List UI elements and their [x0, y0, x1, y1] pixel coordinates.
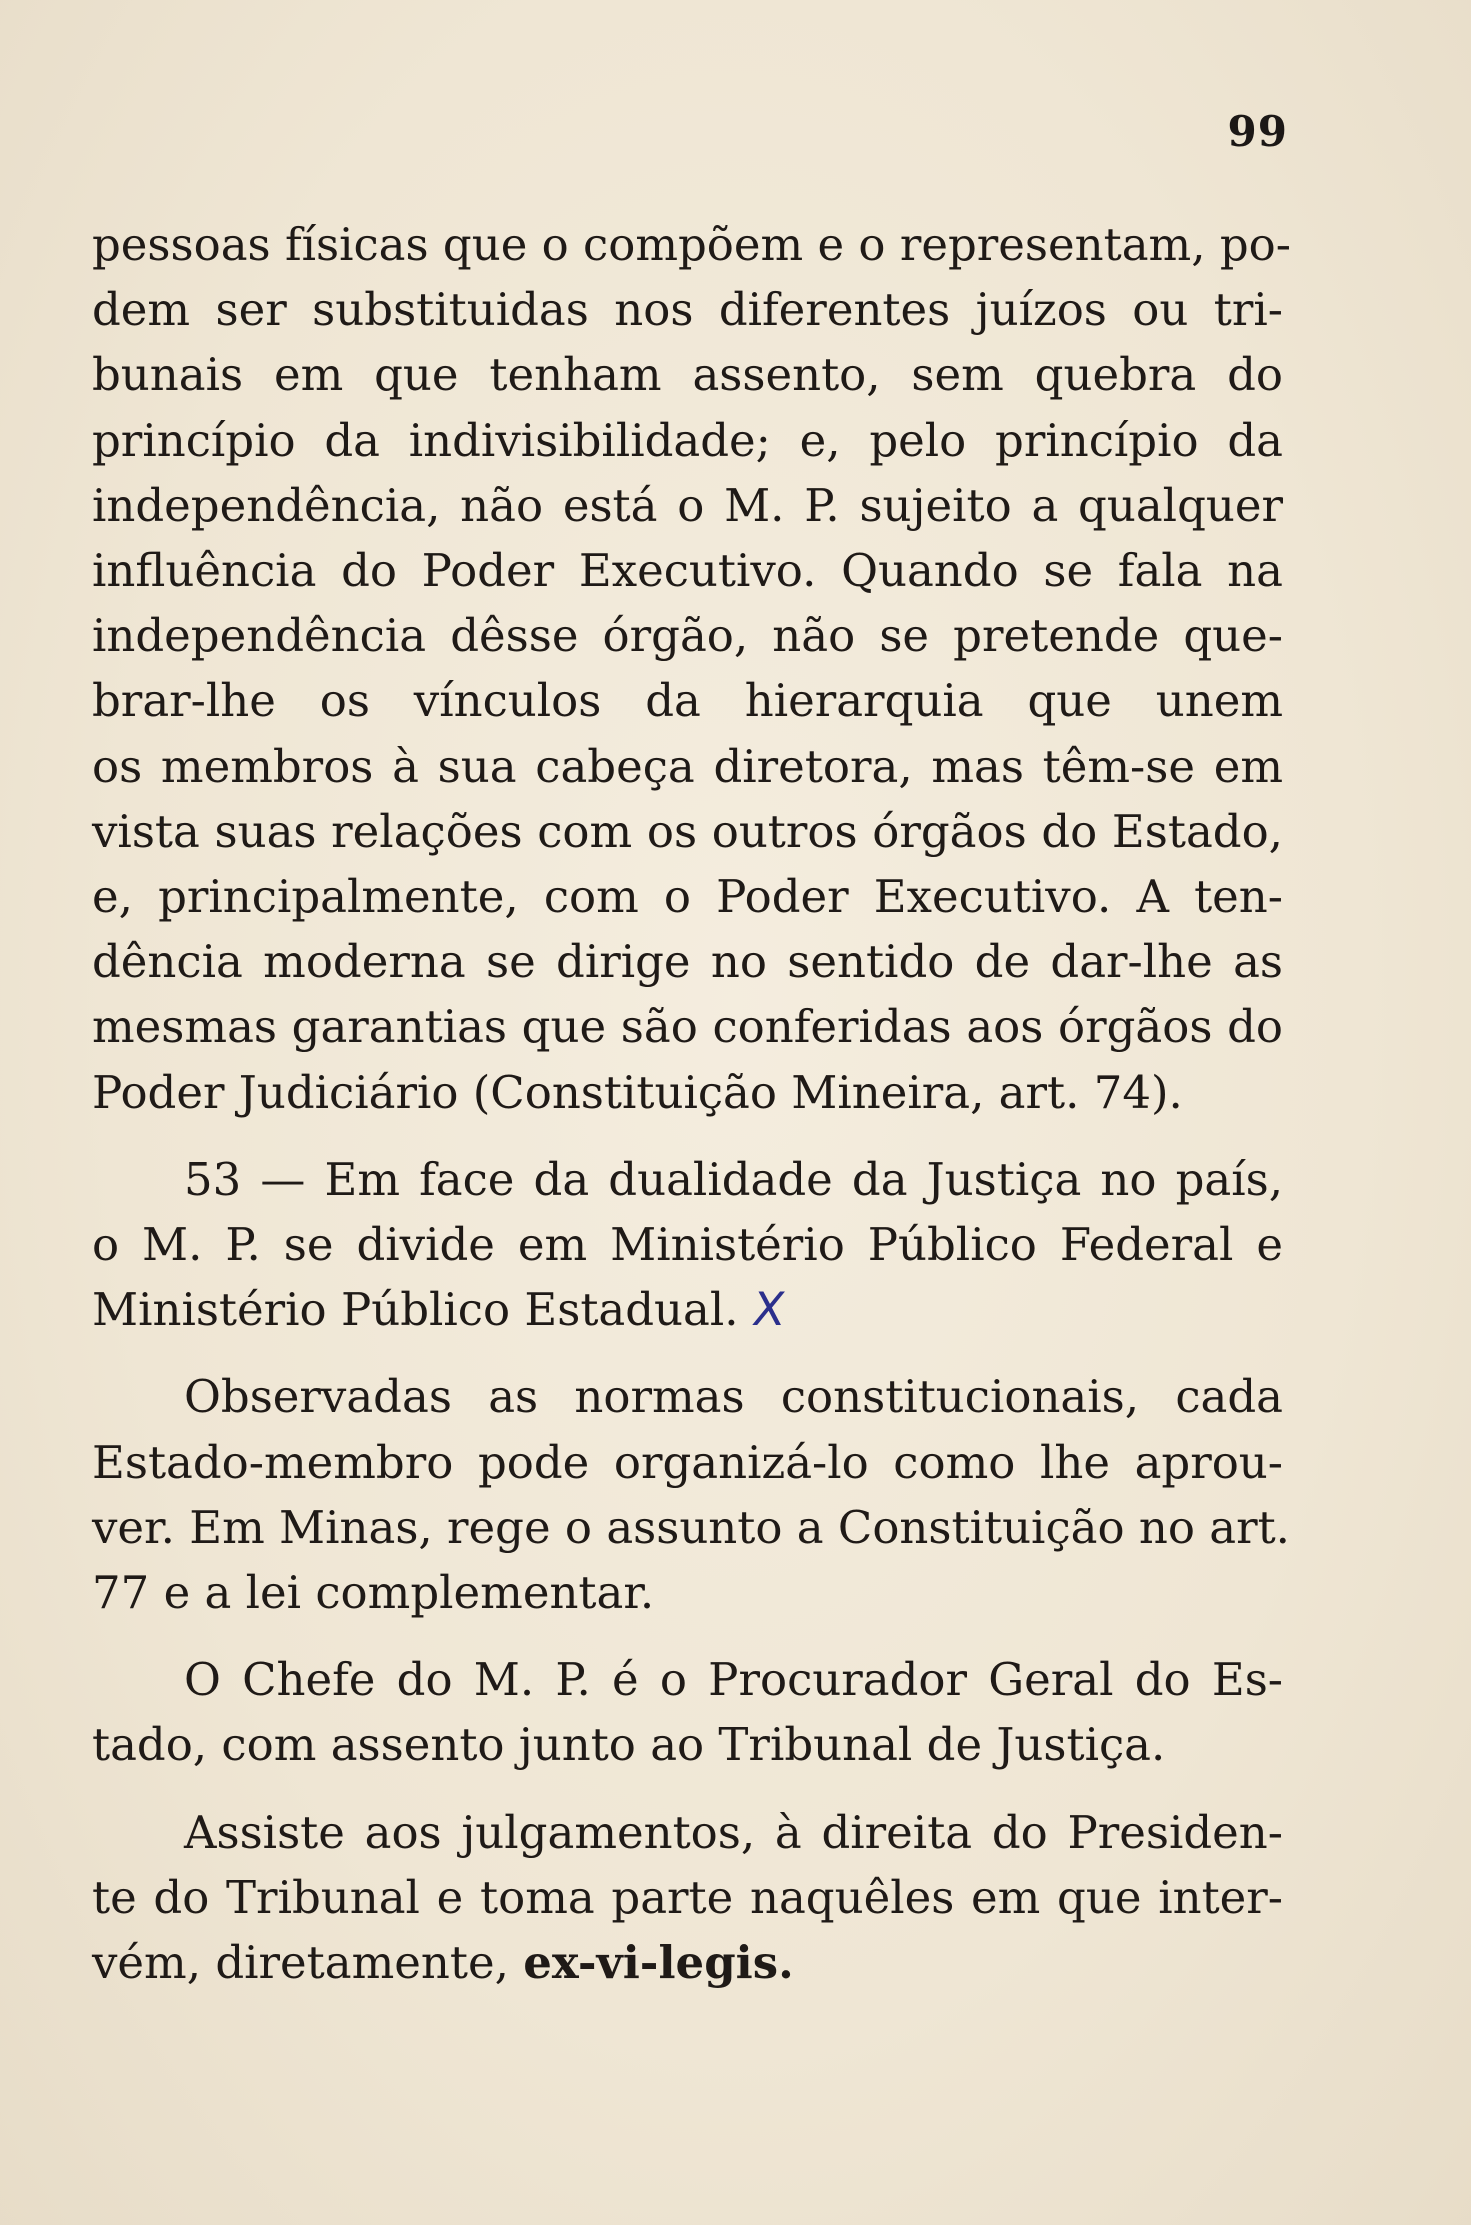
body-text	[92, 212, 1291, 1995]
text-line-content: Ministério Público Estadual.	[92, 1283, 739, 1337]
text-line	[92, 1930, 1283, 1995]
paragraph-5	[92, 1800, 1283, 1996]
text-line: bunais em que tenham assento, sem quebra do	[92, 348, 1283, 402]
text-line: Poder Judiciário (Constituição Mineira, art. 74).	[92, 1065, 1183, 1119]
handwritten-x-mark: X	[748, 1282, 788, 1337]
text-line: vista suas relações com os outros órgãos do Estado,	[92, 804, 1283, 858]
text-line: tado, com assento junto ao Tribunal de Justiça.	[92, 1718, 1166, 1772]
text-line: pessoas físicas que o compõem e o representam, po-	[92, 218, 1291, 271]
text-line: e, principalmente, com o Poder Executivo. A ten-	[92, 870, 1283, 924]
text-line: princípio da indivisibilidade; e, pelo princípio da	[92, 413, 1283, 467]
text-line: ver. Em Minas, rege o assunto a Constituição no art.	[92, 1500, 1290, 1554]
text-line: mesmas garantias que são conferidas aos órgãos do	[92, 1000, 1283, 1054]
text-line: Assiste aos julgamentos, à direita do Presiden-	[184, 1805, 1283, 1859]
text-line: Observadas as normas constitucionais, cada	[184, 1370, 1283, 1424]
text-line-content: vém, diretamente,	[92, 1936, 509, 1990]
text-line: O Chefe do M. P. é o Procurador Geral do Es-	[184, 1653, 1283, 1707]
paragraph-3	[92, 1364, 1290, 1625]
text-line: Estado-membro pode organizá-lo como lhe aprou-	[92, 1435, 1283, 1489]
text-line: 53 — Em face da dualidade da Justiça no país,	[184, 1152, 1283, 1206]
page-number: 99	[1227, 107, 1288, 156]
text-line: independência dêsse órgão, não se pretende que-	[92, 609, 1283, 663]
text-line: independência, não está o M. P. sujeito a qualquer	[92, 478, 1283, 532]
text-line: 77 e a lei complementar.	[92, 1566, 655, 1620]
latin-phrase: ex-vi-legis.	[523, 1936, 794, 1990]
paragraph-4	[92, 1647, 1283, 1777]
text-line: te do Tribunal e toma parte naquêles em que inter-	[92, 1870, 1283, 1924]
text-line	[92, 1277, 1283, 1342]
text-line: dência moderna se dirige no sentido de dar-lhe as	[92, 935, 1283, 989]
paragraph-1	[92, 212, 1291, 1125]
paragraph-53	[92, 1147, 1283, 1343]
text-line: influência do Poder Executivo. Quando se fala na	[92, 544, 1283, 598]
text-line: os membros à sua cabeça diretora, mas têm-se em	[92, 739, 1283, 793]
text-line: dem ser substituidas nos diferentes juízos ou tri-	[92, 283, 1283, 337]
text-line: o M. P. se divide em Ministério Público Federal e	[92, 1218, 1283, 1272]
text-line: brar-lhe os vínculos da hierarquia que unem	[92, 674, 1283, 728]
